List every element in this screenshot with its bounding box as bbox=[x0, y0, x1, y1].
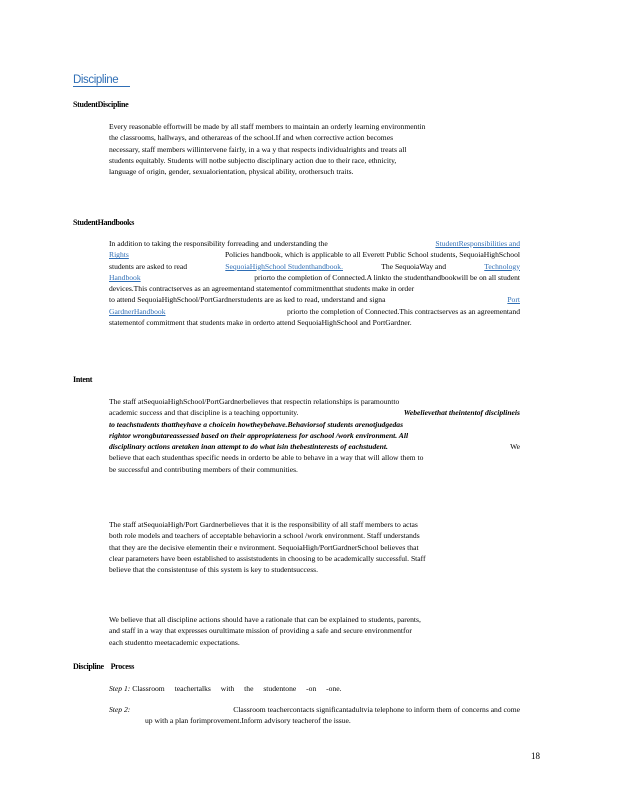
text-line: language of origin, gender, sexualorientation, physical ability, orothersuch traits. bbox=[109, 167, 354, 177]
text-line: The staff atSequoiaHigh/Port Gardnerbelieves that it is the responsibility of all staff members to actas bbox=[109, 520, 418, 529]
text-line: each studentto meetacademic expectations. bbox=[109, 637, 240, 647]
port-link[interactable]: Port bbox=[507, 295, 520, 305]
text-line: up with a plan forimprovement.Inform advisory teacherof the issue. bbox=[145, 716, 351, 726]
paragraph-intent bbox=[109, 396, 520, 475]
step-1 bbox=[109, 683, 342, 694]
text-line: be successful and contributing members of their communities. bbox=[109, 464, 298, 474]
heading-intent: Intent bbox=[73, 375, 93, 384]
text-line: the classrooms, hallways, and otherareas of the school.If and when corrective action becomes bbox=[109, 133, 394, 143]
text-line: and staff in a way that expresses ourultimate mission of providing a safe and secure environmentfor bbox=[109, 626, 412, 636]
text-span: Policies handbook, which is applicable to all Everett Public School students, SequoiaHighSchool bbox=[224, 250, 520, 260]
text-line: that they are the decisive elementin their e nvironment. SequoiaHigh/PortGardnerSchool believes that bbox=[109, 542, 419, 552]
text-span: disciplinary actions aretaken inan attempt to do what isin thebestinterests of eachstudent. bbox=[109, 442, 388, 452]
text-line: The staff atSequoiaHighSchool/PortGardnerbelieves that respectin relationships is paramountto bbox=[109, 397, 400, 406]
text-line bbox=[109, 272, 520, 283]
paragraph-rationale bbox=[109, 614, 520, 648]
text-line bbox=[109, 261, 520, 272]
text-line bbox=[109, 238, 520, 249]
text-span: Webelievethat theintentof disciplineis bbox=[403, 408, 520, 418]
paragraph-staff-responsibility bbox=[109, 519, 520, 575]
text-line: rightor wrongbutareassessed based on their appropriateness for aschool /work environment. All bbox=[109, 430, 409, 440]
text-line: statementof commitment that students make in orderto attend SequoiaHighSchool and PortGardner. bbox=[109, 318, 412, 328]
text-line bbox=[109, 407, 520, 418]
text-line: believe that each studenthas specific needs in orderto be able to behave in a way that will allow them to bbox=[109, 453, 424, 463]
paragraph-student-discipline bbox=[109, 121, 520, 177]
text-span: We bbox=[510, 442, 520, 452]
step-text: Classroom teachertalks with the studentone -on -one. bbox=[132, 684, 342, 693]
text-span: to attend SequoiaHighSchool/PortGardnerstudents are as ked to read, understand and signa bbox=[109, 295, 386, 305]
text-line bbox=[109, 294, 520, 305]
text-span: priorto the completion of Connected.This contractserves as an agreementand bbox=[286, 306, 520, 316]
text-line: necessary, staff members willintervene fairly, in a wa y that respects individualrights and treats all bbox=[109, 144, 407, 154]
step-2 bbox=[109, 704, 520, 727]
page-number: 18 bbox=[531, 751, 540, 761]
text-line: Every reasonable effortwill be made by all staff members to maintain an orderly learning environmentin bbox=[109, 122, 426, 131]
student-responsibilities-link[interactable]: StudentResponsibilities and bbox=[435, 239, 520, 248]
step-text: Classroom teachercontacts significantadultvia telephone to inform them of concerns and come bbox=[233, 705, 520, 714]
text-span: academic success and that discipline is a teaching opportunity. bbox=[109, 408, 299, 418]
gardner-handbook-link[interactable]: GardnerHandbook bbox=[109, 306, 166, 316]
text-line: clear parameters have been established to assiststudents in choosing to be academically successful. Staff bbox=[109, 553, 426, 563]
text-span: students are asked to read bbox=[109, 261, 188, 271]
text-line bbox=[109, 704, 520, 715]
text-span: In addition to taking the responsibility forreading and understanding the bbox=[109, 239, 328, 248]
paragraph-student-handbooks bbox=[109, 238, 520, 328]
text-line: both role models and teachers of acceptable behaviorin a school /work environment. Staff understands bbox=[109, 531, 420, 541]
text-line: to teachstudents thattheyhave a choicein howtheybehave.Behaviorsof students arenotjudgedas bbox=[109, 419, 404, 429]
page-title: Discipline bbox=[73, 74, 130, 87]
text-line bbox=[109, 249, 520, 260]
heading-discipline-process: Discipline Process bbox=[73, 662, 135, 671]
text-span: The SequoiaWay and bbox=[381, 261, 446, 271]
step-label: Step 1: bbox=[109, 684, 131, 693]
text-line bbox=[109, 441, 520, 452]
step-label: Step 2: bbox=[109, 705, 131, 714]
text-line: devices.This contractserves as an agreementand statementof commitmentthat students make in order bbox=[109, 284, 415, 294]
text-line: We believe that all discipline actions should have a rationale that can be explained to students, parents, bbox=[109, 615, 421, 624]
technology-link[interactable]: Technology bbox=[484, 261, 520, 271]
text-line: students equitably. Students will notbe subjectto disciplinary action due to their race, ethnicity, bbox=[109, 155, 397, 165]
heading-student-handbooks: StudentHandbooks bbox=[73, 218, 135, 227]
text-line bbox=[109, 306, 520, 317]
rights-link[interactable]: Rights bbox=[109, 250, 129, 260]
heading-student-discipline: StudentDiscipline bbox=[73, 100, 129, 109]
text-span: priorto the completion of Connected.A linkto the studenthandbookwill be on all student bbox=[254, 272, 520, 282]
handbook-link[interactable]: Handbook bbox=[109, 272, 141, 282]
text-line: believe that the consistentuse of this system is key to studentsuccess. bbox=[109, 565, 319, 575]
student-handbook-link[interactable]: SequoiaHighSchool Studenthandbook. bbox=[225, 261, 343, 271]
